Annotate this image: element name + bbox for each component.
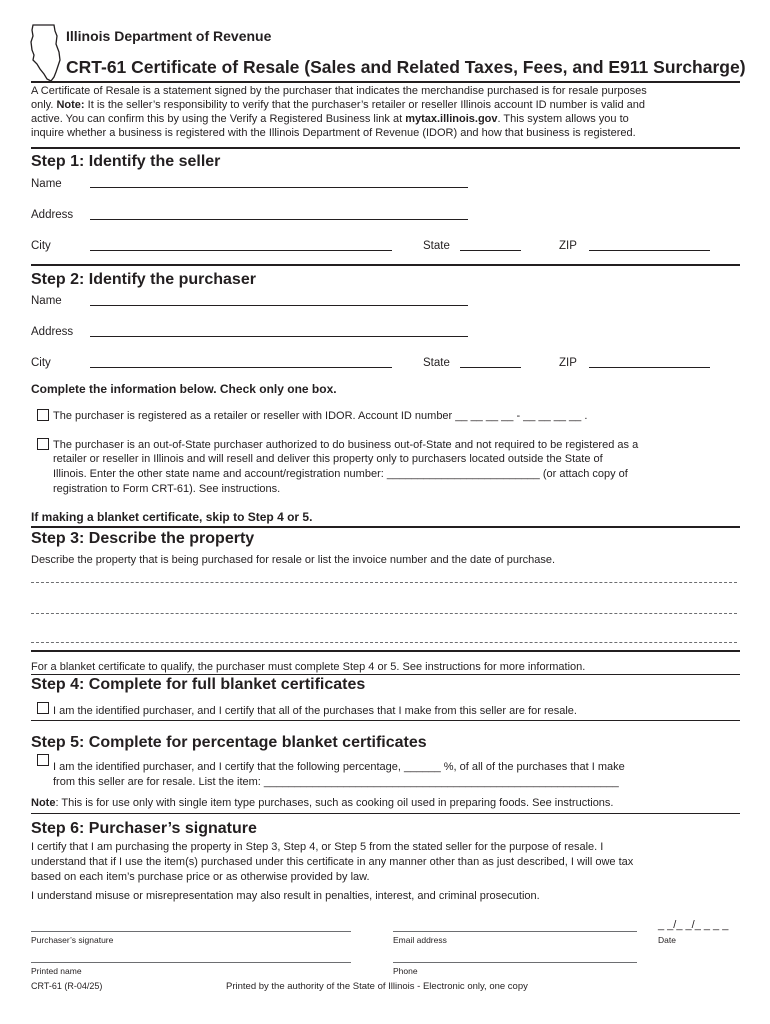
purchaser-city-field[interactable] [90, 367, 392, 368]
certify-line-4: I understand misuse or misrepresentation may also result in penalties, interest, and criminal prosecution. [31, 890, 540, 902]
purchaser-zip-field[interactable] [589, 367, 710, 368]
printed-name-label: Printed name [31, 966, 82, 976]
purchaser-address-label: Address [31, 326, 74, 338]
illinois-map-icon [29, 22, 63, 84]
out-of-state-line-4: registration to Form CRT-61). See instructions. [53, 483, 281, 495]
property-description-line-2[interactable] [31, 613, 737, 614]
percentage-blanket-checkbox[interactable] [37, 754, 49, 766]
certify-line-1: I certify that I am purchasing the property in Step 3, Step 4, or Step 5 from the stated seller for the purpose of resale. I [31, 841, 604, 853]
seller-city-field[interactable] [90, 250, 392, 251]
step3-heading: Step 3: Describe the property [31, 530, 255, 547]
phone-field[interactable] [393, 962, 637, 963]
purchaser-zip-label: ZIP [559, 357, 577, 369]
seller-zip-label: ZIP [559, 240, 577, 252]
intro-line-2: only. Note: It is the seller’s responsibility to verify that the purchaser’s retailer or reseller Illinois account ID number is valid and [31, 99, 646, 111]
certify-line-2: understand that if I use the item(s) purchased under this certificate in any manner other than as just described, I will owe tax [31, 856, 634, 868]
step3-bottom-rule [31, 650, 740, 652]
step4-heading: Step 4: Complete for full blanket certificates [31, 676, 366, 693]
email-label: Email address [393, 935, 447, 945]
purchaser-name-label: Name [31, 295, 62, 307]
seller-state-field[interactable] [460, 250, 521, 251]
seller-name-field[interactable] [90, 187, 468, 188]
step2-heading: Step 2: Identify the purchaser [31, 271, 256, 288]
authority-line: Printed by the authority of the State of Illinois - Electronic only, one copy [226, 981, 528, 992]
full-blanket-statement: I am the identified purchaser, and I certify that all of the purchases that I make from this seller are for resale. [53, 705, 577, 717]
check-one-instruction: Complete the information below. Check only one box. [31, 382, 337, 396]
registered-retailer-option: The purchaser is registered as a retailer or reseller with IDOR. Account ID number __ __ __ __ - __ __ __ __ . [53, 410, 588, 422]
seller-city-label: City [31, 240, 51, 252]
property-description-line-3[interactable] [31, 642, 737, 643]
seller-address-field[interactable] [90, 219, 468, 220]
out-of-state-line-1: The purchaser is an out-of-State purchaser authorized to do business out-of-State and not required to be registered as a [53, 439, 639, 451]
percentage-line-2: from this seller are for resale. List the item: __________________________________________________________ [53, 776, 619, 788]
intro-line-3: active. You can confirm this by using the Verify a Registered Business link at mytax.illinois.gov. This system allows you to [31, 113, 629, 125]
seller-name-label: Name [31, 178, 62, 190]
intro-line-4: inquire whether a business is registered with the Illinois Department of Revenue (IDOR) and how that business is registered. [31, 127, 636, 139]
signature-label: Purchaser’s signature [31, 935, 114, 945]
phone-label: Phone [393, 966, 418, 976]
step3-rule [31, 526, 740, 528]
purchaser-address-field[interactable] [90, 336, 468, 337]
seller-address-label: Address [31, 209, 74, 221]
printed-name-field[interactable] [31, 962, 351, 963]
purchaser-name-field[interactable] [90, 305, 468, 306]
step4-bottom-rule [31, 720, 740, 721]
percentage-line-1: I am the identified purchaser, and I certify that the following percentage, ______ %, of all of the purchases that I make [53, 761, 625, 773]
mytax-link[interactable]: mytax.illinois.gov [405, 113, 498, 125]
out-of-state-line-2: retailer or reseller in Illinois and will resell and deliver this property only to purchasers located outside the State of [53, 453, 603, 465]
seller-zip-field[interactable] [589, 250, 710, 251]
step5-heading: Step 5: Complete for percentage blanket certificates [31, 734, 427, 751]
date-label: Date [658, 935, 676, 945]
describe-property-instruction: Describe the property that is being purchased for resale or list the invoice number and the date of purchase. [31, 554, 556, 566]
purchaser-city-label: City [31, 357, 51, 369]
registered-retailer-checkbox[interactable] [37, 409, 49, 421]
seller-state-label: State [423, 240, 450, 252]
date-field[interactable]: _ _/_ _/_ _ _ _ [658, 919, 729, 931]
out-of-state-checkbox[interactable] [37, 438, 49, 450]
step2-rule [31, 264, 740, 266]
email-field[interactable] [393, 931, 637, 932]
blanket-skip-note: If making a blanket certificate, skip to Step 4 or 5. [31, 510, 313, 524]
step6-rule [31, 813, 740, 814]
intro-line-1: A Certificate of Resale is a statement signed by the purchaser that indicates the merchandise purchased is for resale purposes [31, 85, 647, 97]
certify-line-3: based on each item’s purchase price or as otherwise provided by law. [31, 871, 370, 883]
step1-heading: Step 1: Identify the seller [31, 153, 221, 170]
step4-rule [31, 674, 740, 675]
out-of-state-line-3: Illinois. Enter the other state name and account/registration number: _________________________ (or attach copy of [53, 468, 628, 480]
purchaser-state-label: State [423, 357, 450, 369]
step6-heading: Step 6: Purchaser’s signature [31, 820, 257, 837]
step1-rule [31, 147, 740, 149]
percentage-note: Note: This is for use only with single item type purchases, such as cooking oil used in preparing foods. See instructions. [31, 797, 614, 809]
agency-name: Illinois Department of Revenue [66, 28, 272, 44]
form-id: CRT-61 (R-04/25) [31, 981, 103, 991]
blanket-qualify-note: For a blanket certificate to qualify, the purchaser must complete Step 4 or 5. See instructions for more information. [31, 661, 586, 673]
title-rule [31, 81, 740, 83]
property-description-line-1[interactable] [31, 582, 737, 583]
form-title: CRT-61 Certificate of Resale (Sales and Related Taxes, Fees, and E911 Surcharge) [66, 57, 746, 77]
full-blanket-checkbox[interactable] [37, 702, 49, 714]
purchaser-state-field[interactable] [460, 367, 521, 368]
signature-field[interactable] [31, 931, 351, 932]
